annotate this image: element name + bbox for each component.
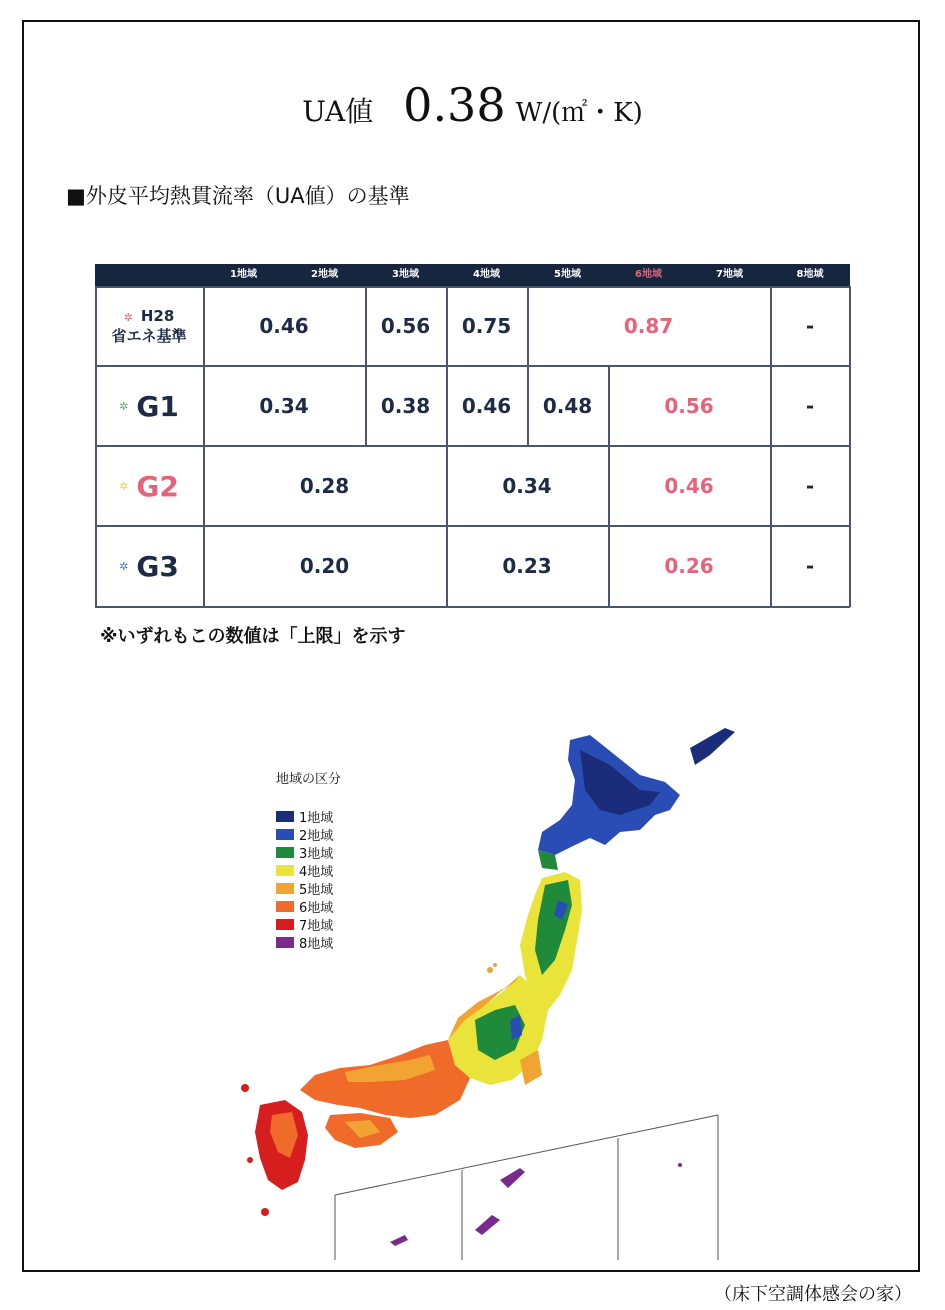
table-cell: 0.56 <box>380 314 431 338</box>
upper-limit-note: ※いずれもこの数値は「上限」を示す <box>100 626 406 647</box>
legend-item-1: 1地域 <box>276 807 341 825</box>
credit-caption: （床下空調体感会の家） <box>714 1284 912 1305</box>
table-cell: 0.46 <box>259 314 309 338</box>
table-cell: - <box>805 554 815 578</box>
row-label-h28: ✲ H28 省エネ基準 <box>111 306 187 345</box>
table-cell: 0.34 <box>502 474 552 498</box>
section-title: ■外皮平均熱貫流率（UA値）の基準 <box>66 184 410 208</box>
table-cell: 0.46 <box>461 394 512 418</box>
legend-item-8: 8地域 <box>276 933 341 951</box>
legend-item-3: 3地域 <box>276 843 341 861</box>
star-icon: ✲ <box>119 559 129 573</box>
table-cell: 0.75 <box>461 314 512 338</box>
legend-item-4: 4地域 <box>276 861 341 879</box>
header-region-2: 2地域 <box>311 269 338 280</box>
table-header <box>95 264 850 286</box>
legend-title: 地域の区分 <box>276 772 342 787</box>
legend-item-7: 7地域 <box>276 915 341 933</box>
header-region-3: 3地域 <box>392 269 419 280</box>
table-cell: 0.46 <box>664 474 714 498</box>
row-label-g1: ✲ G1 <box>119 389 179 423</box>
header-region-5: 5地域 <box>554 269 581 280</box>
inset-frames <box>335 1115 718 1260</box>
legend-item-2: 2地域 <box>276 825 341 843</box>
table-cell: - <box>805 474 815 498</box>
table-body <box>95 286 850 607</box>
table-cell: 0.34 <box>259 394 309 418</box>
table-cell: 0.87 <box>623 314 674 338</box>
table-cell: 0.26 <box>664 554 714 578</box>
ua-standards-table <box>95 264 850 607</box>
header-region-7: 7地域 <box>716 269 743 280</box>
map-legend <box>276 768 341 951</box>
table-cell: - <box>805 394 815 418</box>
table-cell: - <box>805 314 815 338</box>
header-region-8: 8地域 <box>796 269 824 280</box>
table-cell: 0.28 <box>299 474 350 498</box>
row-label-g3: ✲ G3 <box>119 549 179 583</box>
ua-label: UA値 <box>302 95 374 128</box>
header-region-6: 6地域 <box>635 269 662 280</box>
table-cell: 0.48 <box>542 394 593 418</box>
star-icon: ✲ <box>119 479 129 493</box>
table-cell: 0.20 <box>299 554 350 578</box>
ua-value-headline <box>0 78 945 132</box>
ua-unit: W/(㎡・K) <box>515 98 643 128</box>
okinawa-islands <box>500 1168 525 1188</box>
legend-item-6: 6地域 <box>276 897 341 915</box>
star-icon: ✲ <box>123 310 133 324</box>
kuril-islands <box>690 728 735 765</box>
star-icon: ✲ <box>119 399 129 413</box>
table-cell: 0.23 <box>502 554 552 578</box>
table-cell: 0.56 <box>664 394 714 418</box>
legend-item-5: 5地域 <box>276 879 341 897</box>
row-label-g2: ✲ G2 <box>119 469 179 503</box>
table-cell: 0.38 <box>380 394 431 418</box>
ua-value: 0.38 <box>403 78 506 132</box>
header-region-4: 4地域 <box>473 269 500 280</box>
header-region-1: 1地域 <box>230 269 257 280</box>
